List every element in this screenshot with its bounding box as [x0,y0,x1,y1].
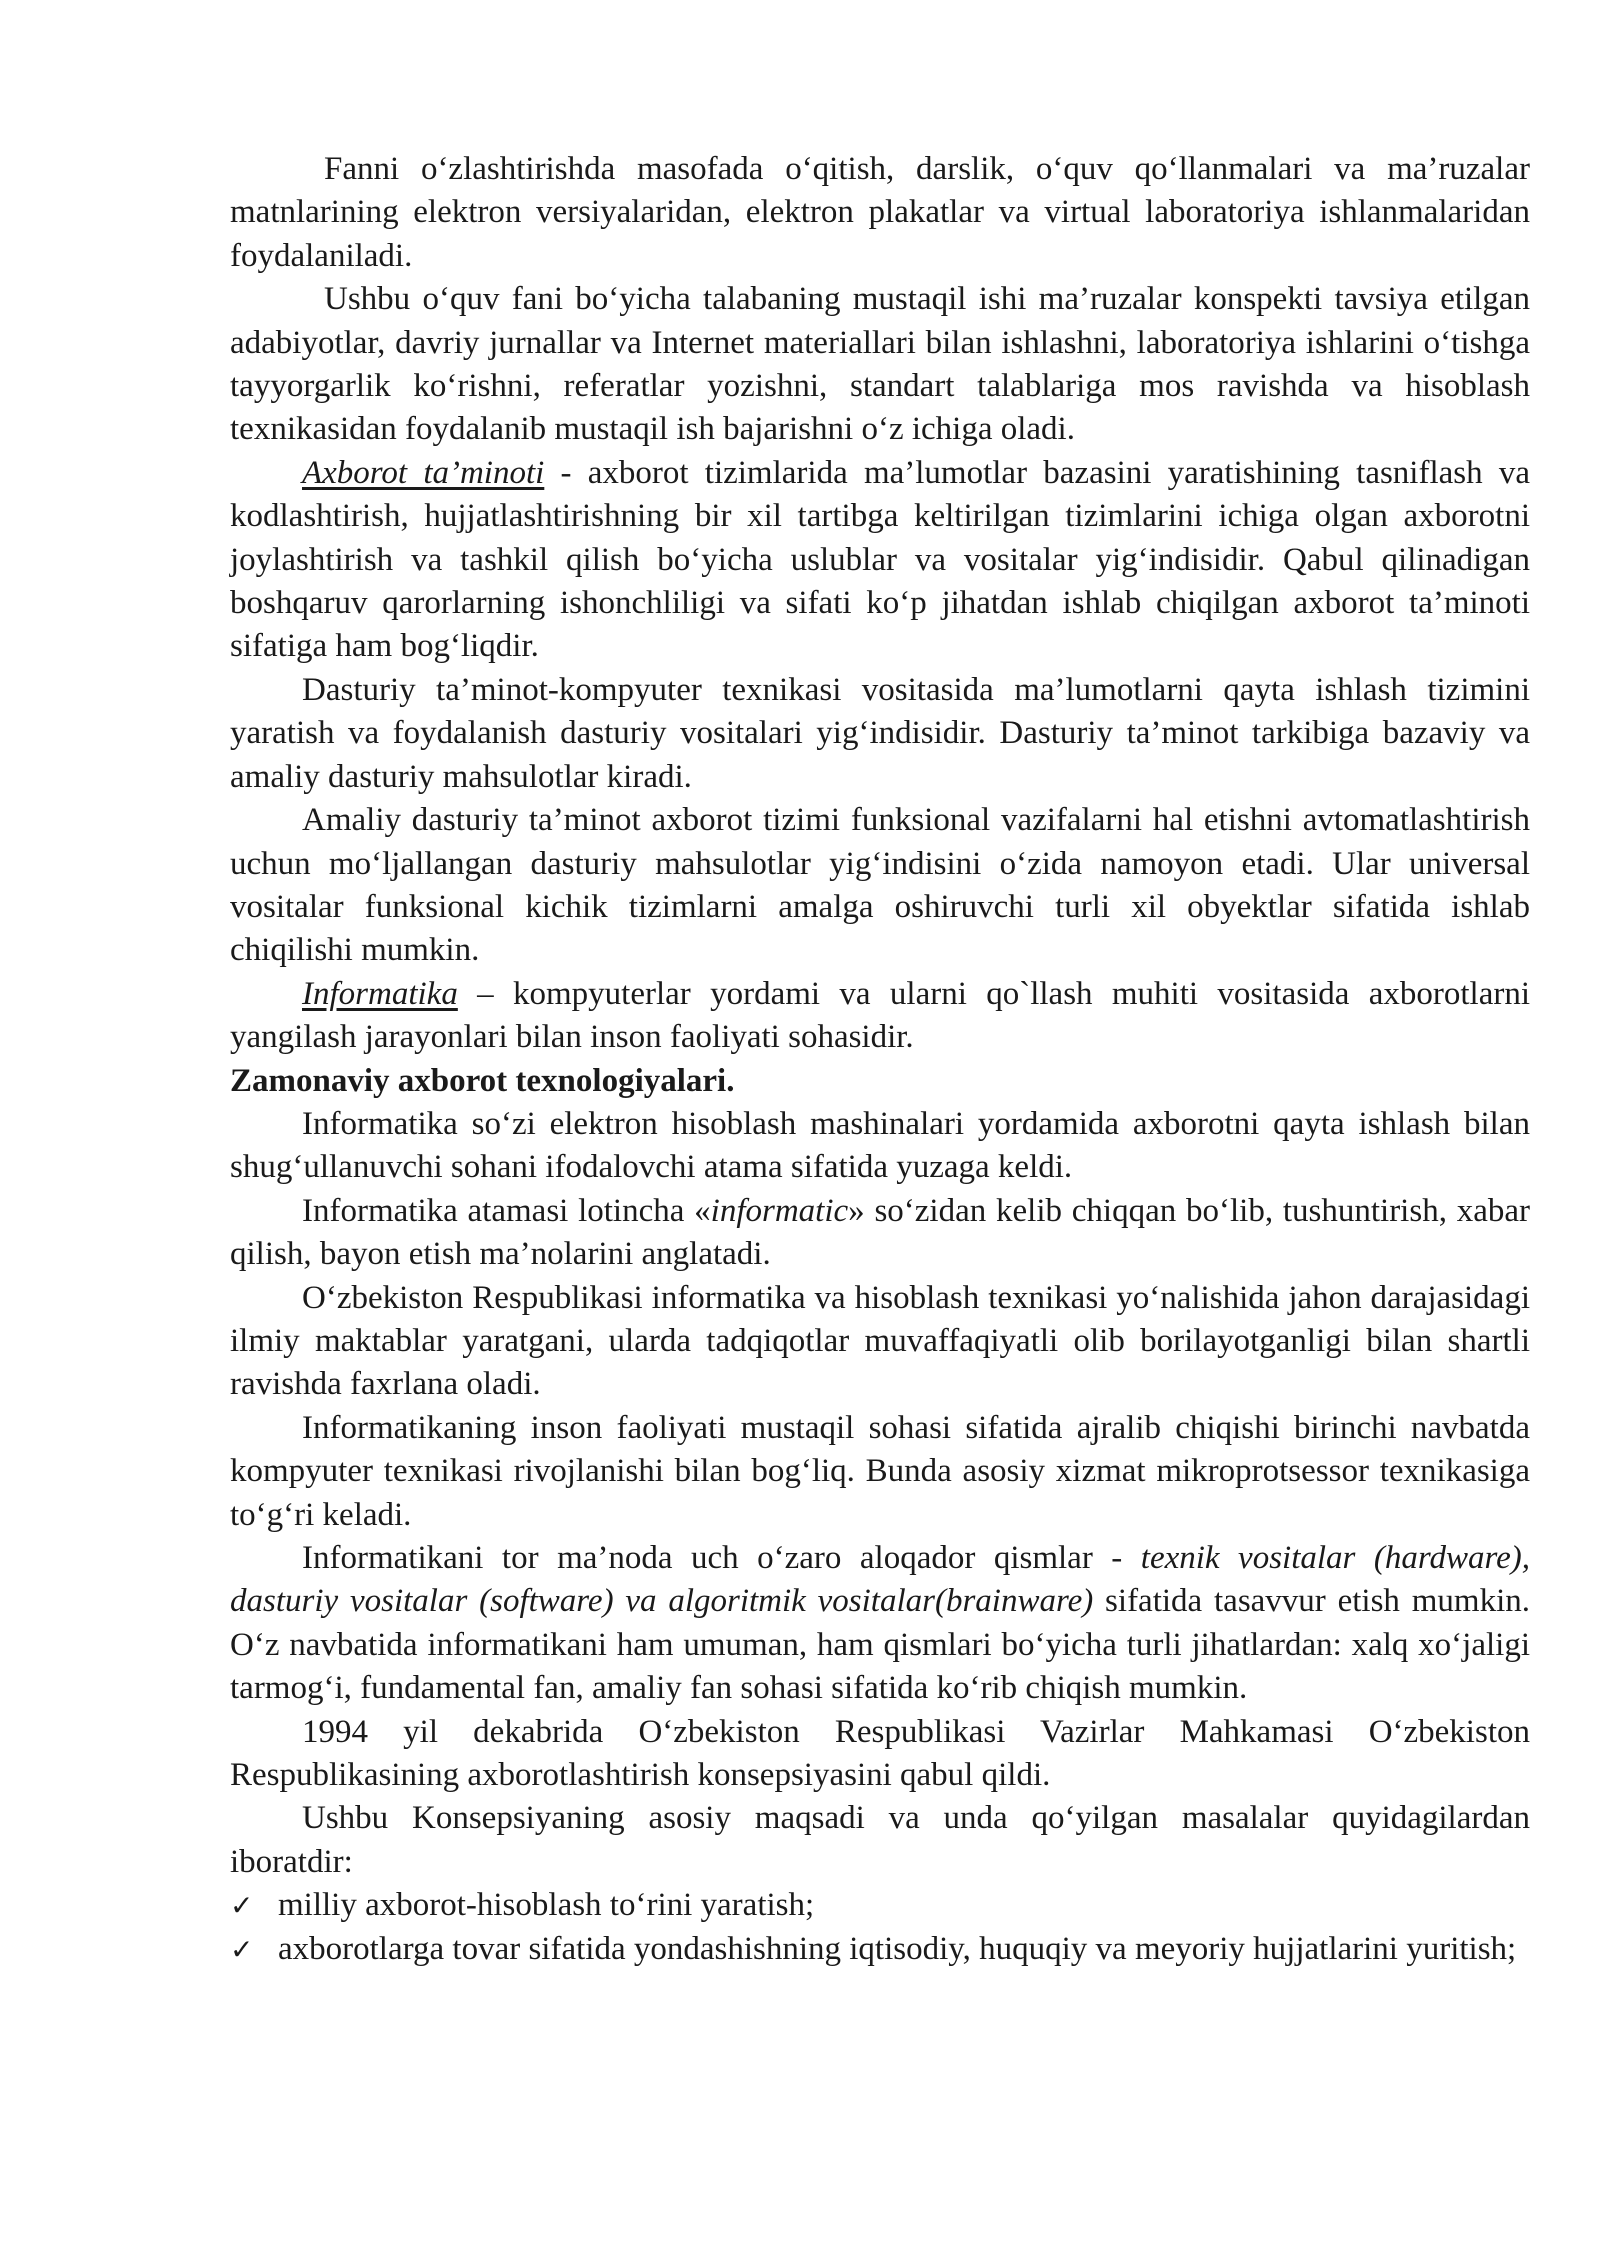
paragraph-concept-goals: Ushbu Konsepsiyaning asosiy maqsadi va unda qo‘yilgan masalalar quyidagilardan iboratdir: [230,1800,1530,1880]
list-item [230,1928,1530,1971]
goals-list [230,1884,1530,1971]
paragraph-concept-1994: 1994 yil dekabrida O‘zbekiston Respublikasi Vazirlar Mahkamasi O‘zbekiston Respublikasining axborotlashtirish konsepsiyasini qabul qildi. [230,1713,1530,1794]
paragraph-independent-work: Ushbu o‘quv fani bo‘yicha talabaning mustaqil ishi ma’ruzalar konspekti tavsiya etilgan adabiyotlar, davriy jurnallar va Internet materiallari bilan ishlashni, laboratoriya ishlarini o‘tishga tayyorgarlik ko‘rishni, referatlar yozishni, standart talablariga mos ravishda va hisoblash texnikasidan foydalanib mustaqil ish bajarishni o‘z ichiga oladi. [230,281,1530,448]
paragraph-uzbekistan-schools: O‘zbekiston Respublikasi informatika va hisoblash texnikasi yo‘nalishida jahon darajasidagi ilmiy maktablar yaratgani, ularda tadqiqotlar muvaffaqiyatli olib borilayotganligi bilan shartli ravishda faxrlana oladi. [230,1279,1530,1403]
text-segment: Informatikani tor ma’noda uch o‘zaro aloqador qismlar - [302,1540,1141,1576]
text-segment: » so‘zidan kelib chiqqan bo‘lib, tushuntirish, xabar qilish, bayon etish ma’nolarini anglatadi. [230,1192,1530,1273]
paragraph-distance-learning: Fanni o‘zlashtirishda masofada o‘qitish, darslik, o‘quv qo‘llanmalari va ma’ruzalar matnlarining elektron versiyalaridan, elektron plakatlar va virtual laboratoriya ishlanmalaridan foydalaniladi. [230,151,1530,274]
list-item [230,1884,1530,1927]
term-axborot-taminoti: Axborot ta’minoti [302,454,545,491]
list-item-text: axborotlarga tovar sifatida yondashishning iqtisodiy, huquqiy va meyoriy hujjatlarini yuritish; [278,1930,1517,1967]
paragraph-applied-software: Amaliy dasturiy ta’minot axborot tizimi funksional vazifalarni hal etishni avtomatlashtirish uchun mo‘ljallangan dasturiy mahsulotlar yig‘indisini o‘zida namoyon etadi. Ular universal vositalar funksional kichik tizimlarni amalga oshiruvchi turli xil obyektlar sifatida ishlab chiqilishi mumkin. [230,802,1530,969]
definition-text: – kompyuterlar yordami va ularni qo`llash muhiti vositasida axborotlarni yangilash jarayonlari bilan inson faoliyati sohasidir. [230,975,1530,1056]
checkmark-icon: ✓ [230,1889,254,1923]
term-informatika: Informatika [302,975,458,1012]
checkmark-icon: ✓ [230,1932,254,1966]
paragraph-informatics-word: Informatika so‘zi elektron hisoblash mashinalari yordamida axborotni qayta ishlash bilan shug‘ullanuvchi sohani ifodalovchi atama sifatida yuzaga keldi. [230,1105,1530,1186]
text-segment: sifatida tasavvur etish mumkin. O‘z navbatida informatikani ham umuman, ham qismlari bo‘yicha turli jihatlardan: xalq xo‘jaligi tarmog‘i, fundamental fan, amaliy fan sohasi sifatida ko‘rib chiqish mumkin. [230,1583,1530,1707]
latin-word: informatic [710,1192,849,1229]
document-page [230,148,1530,1971]
definition-text: - axborot tizimlarida ma’lumotlar bazasini yaratishining tasniflash va kodlashtirish, hujjatlashtirishning bir xil tartibga keltirilgan tizimlarini ichiga olgan axborotni joylashtirish va tashkil qilish bo‘yicha uslublar va vositalar yig‘indisidir. Qabul qilinadigan boshqaruv qarorlarning ishonchliligi va sifati ko‘p jihatdan ishlab chiqilgan axborot ta’minoti sifatiga ham bog‘liqdir. [230,454,1530,665]
text-segment: Informatika atamasi lotincha « [302,1192,711,1229]
paragraph-latin-origin [230,1190,1530,1277]
section-heading: Zamonaviy axborot texnologiyalari. [230,1062,735,1099]
paragraph-informatics-definition [230,973,1530,1060]
paragraph-information-support [230,452,1530,669]
italic-parts-list: texnik vositalar (hardware), dasturiy vositalar (software) va algoritmik vositalar(brainware) [230,1540,1530,1620]
paragraph-informatics-field: Informatikaning inson faoliyati mustaqil sohasi sifatida ajralib chiqishi birinchi navbatda kompyuter texnikasi rivojlanishi bilan bog‘liq. Bunda asosiy xizmat mikroprotsessor texnikasiga to‘g‘ri keladi. [230,1409,1530,1533]
paragraph-software: Dasturiy ta’minot-kompyuter texnikasi vositasida ma’lumotlarni qayta ishlash tizimini yaratish va foydalanish dasturiy vositalari yig‘indisidir. Dasturiy ta’minot tarkibiga bazaviy va amaliy dasturiy mahsulotlar kiradi. [230,671,1530,795]
paragraph-informatics-parts [230,1537,1530,1711]
list-item-text: milliy axborot-hisoblash to‘rini yaratish; [278,1887,815,1924]
